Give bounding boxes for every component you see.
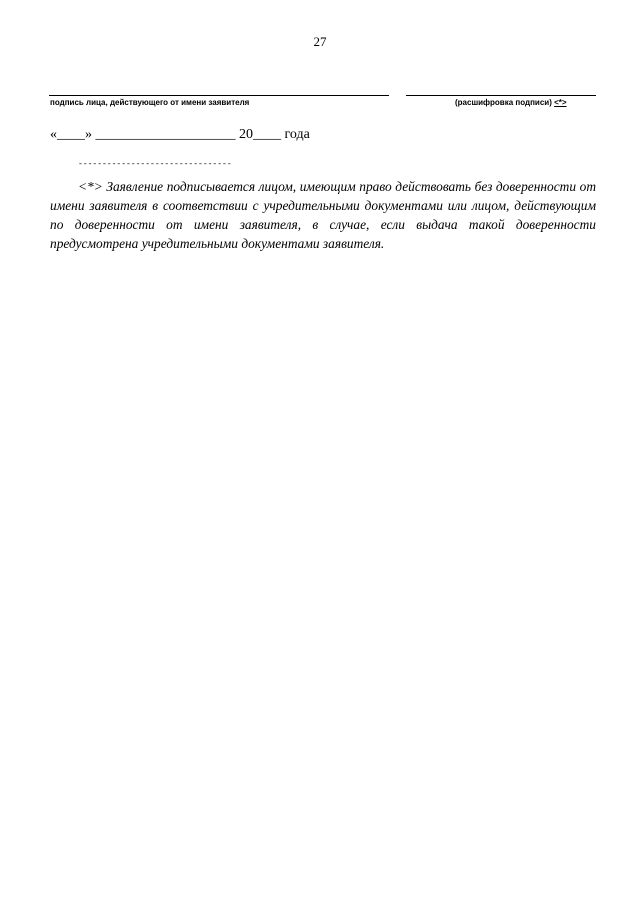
footnote-reference-mark: <*> <box>554 98 567 107</box>
footnote-separator: -------------------------------- <box>78 160 232 169</box>
signature-transcript-caption <box>455 98 567 107</box>
page-number: 27 <box>313 34 327 49</box>
signature-transcript-caption-text: (расшифровка подписи) <box>455 98 552 107</box>
signature-line <box>49 95 389 96</box>
footnote-text: <*> Заявление подписывается лицом, имеющим право действовать без доверенности от имени заявителя в соответствии с учредительными документами или лицом, действующим по доверенности от имени заявителя, в случае, если выдача такой доверенности предусмотрена учредительными документами заявителя. <box>50 179 596 251</box>
signature-caption: подпись лица, действующего от имени заявителя <box>50 98 250 107</box>
date-line: «____» ____________________ 20____ года <box>50 127 310 142</box>
signature-transcript-line <box>406 95 596 96</box>
